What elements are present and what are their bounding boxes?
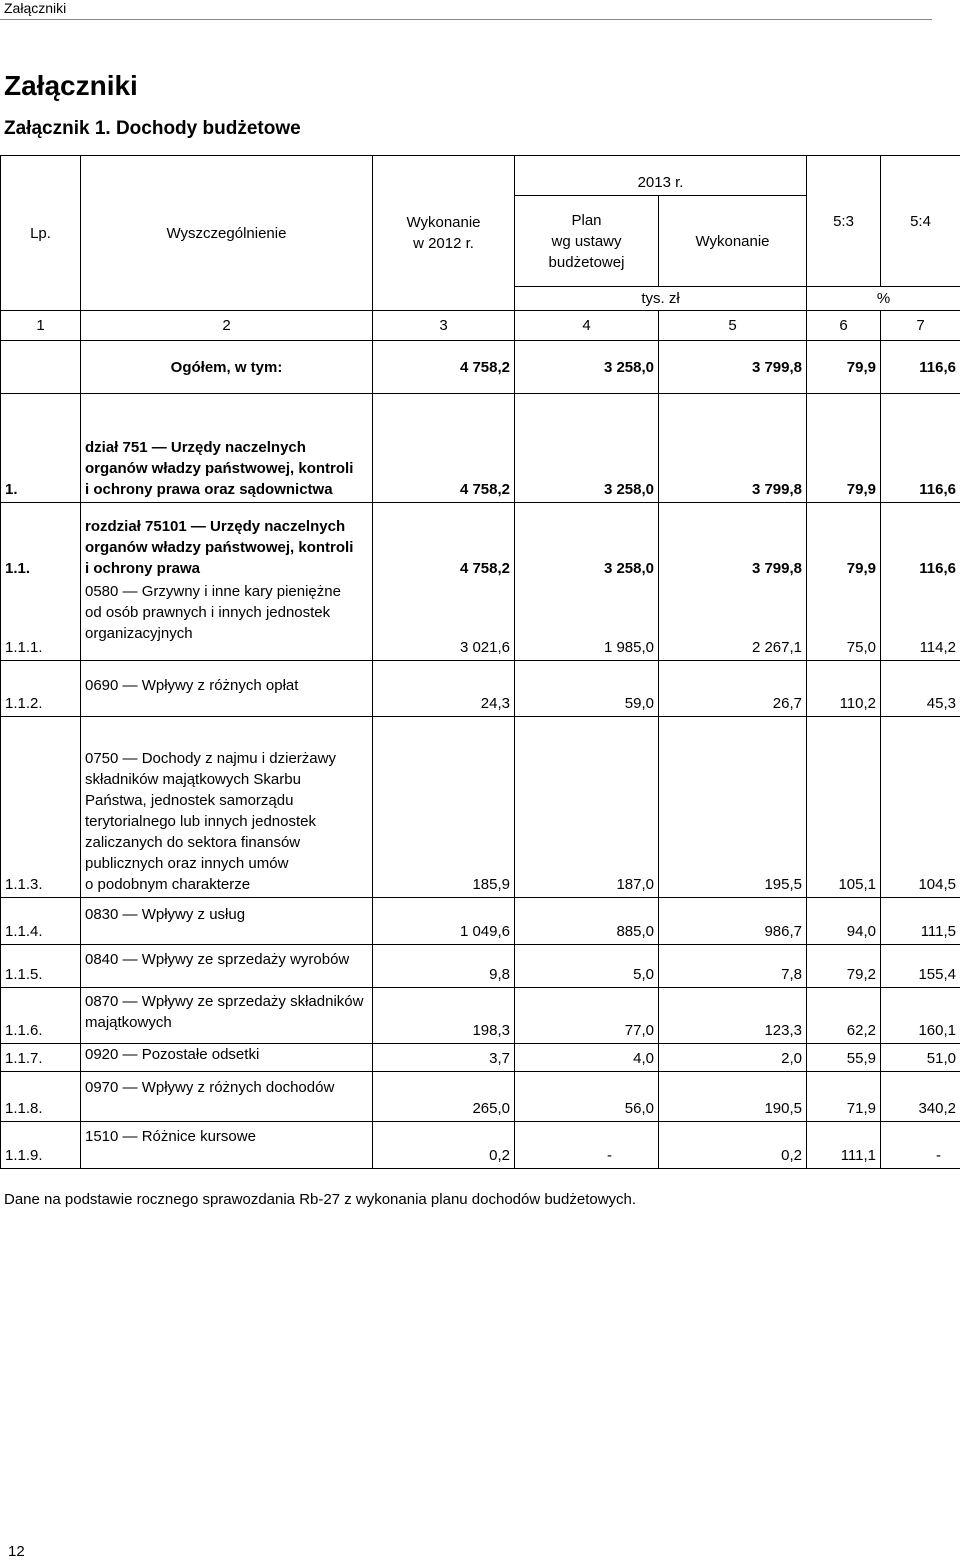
row-value-ratio-5-4: 111,5	[881, 898, 960, 945]
row-value-ratio-5-4: 116,6	[881, 503, 960, 581]
row-value-execution-2013: 2,0	[659, 1044, 807, 1072]
row-value-plan: 77,0	[515, 988, 659, 1044]
unit-thousands-pln: tys. zł	[515, 287, 807, 311]
column-number: 1	[1, 311, 81, 341]
row-value-execution-2013: 7,8	[659, 945, 807, 988]
header-description: Wyszczególnienie	[81, 156, 373, 311]
row-description: 0690 — Wpływy z różnych opłat	[81, 661, 373, 717]
column-number: 6	[807, 311, 881, 341]
row-lp: 1.1.3.	[1, 717, 81, 898]
row-value-ratio-5-3: 62,2	[807, 988, 881, 1044]
table-row	[1, 1122, 960, 1169]
row-value-ratio-5-4: 340,2	[881, 1072, 960, 1122]
row-value-ratio-5-3: 111,1	[807, 1122, 881, 1169]
row-value-plan: 1 985,0	[515, 581, 659, 661]
row-value-execution-2012: 4 758,2	[373, 503, 515, 581]
row-value-ratio-5-4: 160,1	[881, 988, 960, 1044]
row-value-plan: 885,0	[515, 898, 659, 945]
header-rule	[0, 19, 932, 20]
row-value-execution-2013: 3 799,8	[659, 394, 807, 503]
unit-percent: %	[807, 287, 960, 311]
header-ratio-5-3: 5:3	[807, 156, 881, 287]
table-row	[1, 394, 960, 503]
header-execution-2013: Wykonanie	[659, 196, 807, 287]
row-value-ratio-5-3: 79,2	[807, 945, 881, 988]
header-lp: Lp.	[1, 156, 81, 311]
row-description: dział 751 — Urzędy naczelnych organów władzy państwowej, kontroli i ochrony prawa oraz sądownictwa	[81, 394, 373, 503]
row-description: 0920 — Pozostałe odsetki	[81, 1044, 373, 1072]
page-title: Załączniki	[4, 70, 138, 101]
column-number-row	[1, 311, 960, 341]
row-value-execution-2013: 190,5	[659, 1072, 807, 1122]
table-row	[1, 988, 960, 1044]
row-value-execution-2012: 185,9	[373, 717, 515, 898]
row-value-ratio-5-3: 110,2	[807, 661, 881, 717]
row-value-execution-2012: 9,8	[373, 945, 515, 988]
table-row	[1, 503, 960, 581]
row-value-ratio-5-4: -	[881, 1122, 960, 1169]
row-lp: 1.1.8.	[1, 1072, 81, 1122]
row-value-execution-2013: 0,2	[659, 1122, 807, 1169]
row-value-execution-2012: 4 758,2	[373, 341, 515, 394]
column-number: 7	[881, 311, 960, 341]
row-lp: 1.1.	[1, 503, 81, 581]
table-row	[1, 661, 960, 717]
row-value-execution-2012: 265,0	[373, 1072, 515, 1122]
page-number: 12	[8, 1543, 25, 1560]
row-value-execution-2013: 26,7	[659, 661, 807, 717]
column-number: 4	[515, 311, 659, 341]
row-value-ratio-5-3: 71,9	[807, 1072, 881, 1122]
row-value-execution-2013: 3 799,8	[659, 341, 807, 394]
row-value-plan: 187,0	[515, 717, 659, 898]
row-value-ratio-5-3: 94,0	[807, 898, 881, 945]
row-value-ratio-5-4: 155,4	[881, 945, 960, 988]
row-value-ratio-5-3: 105,1	[807, 717, 881, 898]
row-lp: 1.1.9.	[1, 1122, 81, 1169]
row-value-execution-2012: 0,2	[373, 1122, 515, 1169]
row-description: 0750 — Dochody z najmu i dzierżawy składników majątkowych Skarbu Państwa, jednostek samorządu terytorialnego lub innych jednostek zaliczanych do sektora finansów publicznych oraz innych umów o podobnym charakterze	[81, 717, 373, 898]
row-value-ratio-5-4: 116,6	[881, 341, 960, 394]
row-lp: 1.1.5.	[1, 945, 81, 988]
row-description: 1510 — Różnice kursowe	[81, 1122, 373, 1169]
row-value-plan: 59,0	[515, 661, 659, 717]
table-row	[1, 945, 960, 988]
row-value-execution-2012: 1 049,6	[373, 898, 515, 945]
table-row	[1, 717, 960, 898]
running-header: Załączniki	[4, 0, 67, 16]
row-description: 0870 — Wpływy ze sprzedaży składników majątkowych	[81, 988, 373, 1044]
row-lp	[1, 341, 81, 394]
row-lp: 1.1.4.	[1, 898, 81, 945]
row-value-execution-2013: 2 267,1	[659, 581, 807, 661]
row-value-execution-2013: 195,5	[659, 717, 807, 898]
row-value-plan: 3 258,0	[515, 394, 659, 503]
row-description: 0830 — Wpływy z usług	[81, 898, 373, 945]
row-description: 0970 — Wpływy z różnych dochodów	[81, 1072, 373, 1122]
row-lp: 1.1.6.	[1, 988, 81, 1044]
header-ratio-5-4: 5:4	[881, 156, 960, 287]
row-description: Ogółem, w tym:	[81, 341, 373, 394]
row-value-ratio-5-4: 51,0	[881, 1044, 960, 1072]
row-value-execution-2012: 24,3	[373, 661, 515, 717]
row-value-plan: 5,0	[515, 945, 659, 988]
column-number: 3	[373, 311, 515, 341]
row-value-execution-2013: 123,3	[659, 988, 807, 1044]
row-value-ratio-5-3: 79,9	[807, 394, 881, 503]
table-row	[1, 1072, 960, 1122]
row-value-plan: 3 258,0	[515, 503, 659, 581]
column-number: 5	[659, 311, 807, 341]
row-value-ratio-5-3: 75,0	[807, 581, 881, 661]
row-value-execution-2013: 986,7	[659, 898, 807, 945]
row-value-execution-2012: 4 758,2	[373, 394, 515, 503]
column-number: 2	[81, 311, 373, 341]
row-value-execution-2012: 3 021,6	[373, 581, 515, 661]
row-lp: 1.1.1.	[1, 581, 81, 661]
row-lp: 1.1.7.	[1, 1044, 81, 1072]
row-value-ratio-5-4: 116,6	[881, 394, 960, 503]
row-value-execution-2012: 198,3	[373, 988, 515, 1044]
row-description: 0580 — Grzywny i inne kary pieniężne od osób prawnych i innych jednostek organizacyjnych	[81, 581, 373, 661]
row-description: 0840 — Wpływy ze sprzedaży wyrobów	[81, 945, 373, 988]
header-execution-2012: Wykonanie w 2012 r.	[373, 156, 515, 311]
row-value-ratio-5-3: 55,9	[807, 1044, 881, 1072]
row-value-execution-2013: 3 799,8	[659, 503, 807, 581]
row-value-plan: 56,0	[515, 1072, 659, 1122]
header-plan: Plan wg ustawy budżetowej	[515, 196, 659, 287]
table-row-total	[1, 341, 960, 394]
row-value-ratio-5-3: 79,9	[807, 503, 881, 581]
row-lp: 1.	[1, 394, 81, 503]
header-year-2013: 2013 r.	[515, 156, 807, 196]
row-value-execution-2012: 3,7	[373, 1044, 515, 1072]
row-value-ratio-5-3: 79,9	[807, 341, 881, 394]
budget-income-table	[0, 155, 960, 1169]
row-value-plan: 3 258,0	[515, 341, 659, 394]
row-value-ratio-5-4: 114,2	[881, 581, 960, 661]
page-subtitle: Załącznik 1. Dochody budżetowe	[4, 118, 301, 139]
row-value-plan: 4,0	[515, 1044, 659, 1072]
source-footnote: Dane na podstawie rocznego sprawozdania Rb-27 z wykonania planu dochodów budżetowych.	[4, 1191, 637, 1208]
row-lp: 1.1.2.	[1, 661, 81, 717]
row-value-ratio-5-4: 45,3	[881, 661, 960, 717]
table-row	[1, 898, 960, 945]
row-description: rozdział 75101 — Urzędy naczelnych organów władzy państwowej, kontroli i ochrony prawa	[81, 503, 373, 581]
row-value-ratio-5-4: 104,5	[881, 717, 960, 898]
table-row	[1, 581, 960, 661]
header-row-year	[1, 156, 960, 196]
row-value-plan: -	[515, 1122, 659, 1169]
table-row	[1, 1044, 960, 1072]
